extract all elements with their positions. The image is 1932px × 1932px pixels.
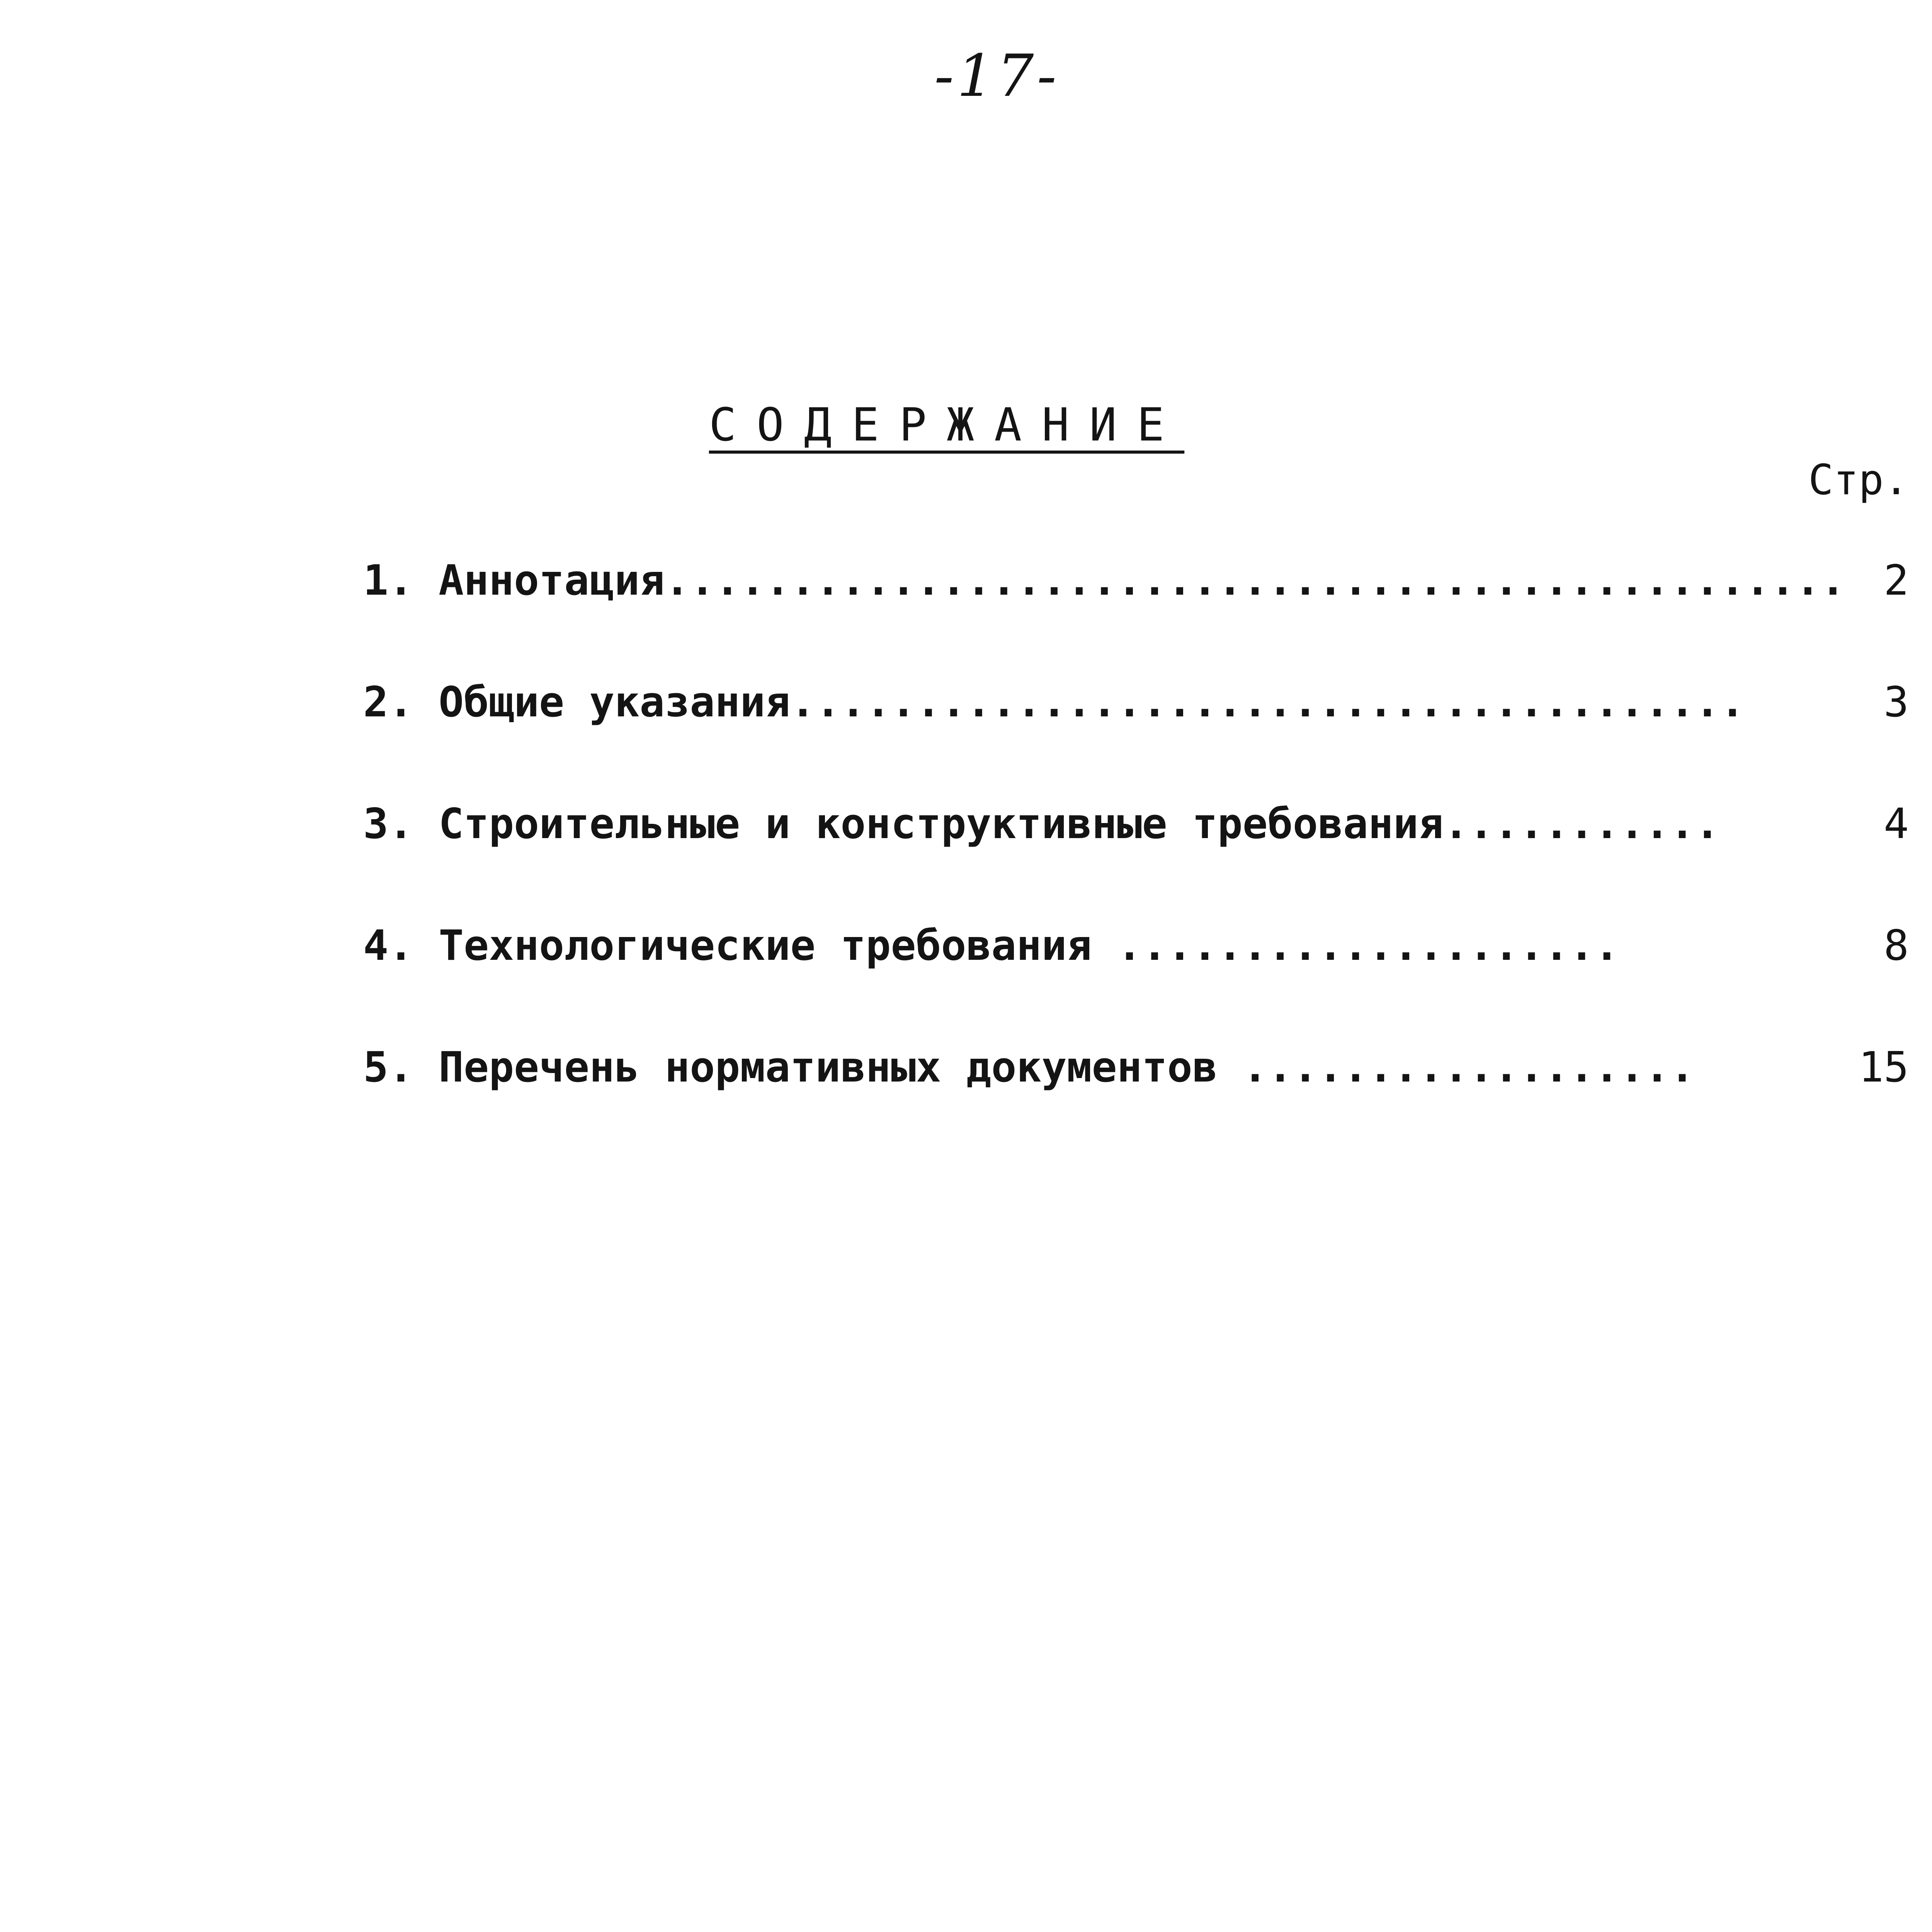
toc-item-label: 3. Строительные и конструктивные требования xyxy=(363,800,1444,848)
page-column-header: Стр. xyxy=(1808,456,1909,504)
toc-item[interactable] xyxy=(363,922,1909,1043)
toc-title: СОДЕРЖАНИЕ xyxy=(709,398,1185,451)
toc-item[interactable] xyxy=(363,556,1909,678)
toc-item-page: 4 xyxy=(1883,800,1909,848)
toc-item-leader: .................. xyxy=(1217,1043,1695,1092)
toc-item-page: 15 xyxy=(1858,1043,1909,1092)
toc-item[interactable] xyxy=(363,1043,1909,1165)
toc-item-page: 8 xyxy=(1883,922,1909,970)
toc-item[interactable] xyxy=(363,800,1909,922)
toc-item-label: 1. Аннотация xyxy=(363,556,665,605)
toc-item-label: 5. Перечень нормативных документов xyxy=(363,1043,1218,1092)
toc-item[interactable] xyxy=(363,678,1909,800)
toc-item-page: 3 xyxy=(1883,678,1909,726)
toc-item-leader: .................... xyxy=(1092,922,1620,970)
toc-item-label: 4. Технологические требования xyxy=(363,922,1092,970)
toc-item-page: 2 xyxy=(1883,556,1909,605)
toc-item-label: 2. Общие указания xyxy=(363,678,791,726)
toc-item-leader: ............................................... xyxy=(665,556,1846,605)
page-number: -17- xyxy=(934,43,1060,110)
toc-item-leader: ........... xyxy=(1443,800,1720,848)
table-of-contents xyxy=(363,556,1909,1165)
toc-item-leader: ...................................... xyxy=(790,678,1745,726)
